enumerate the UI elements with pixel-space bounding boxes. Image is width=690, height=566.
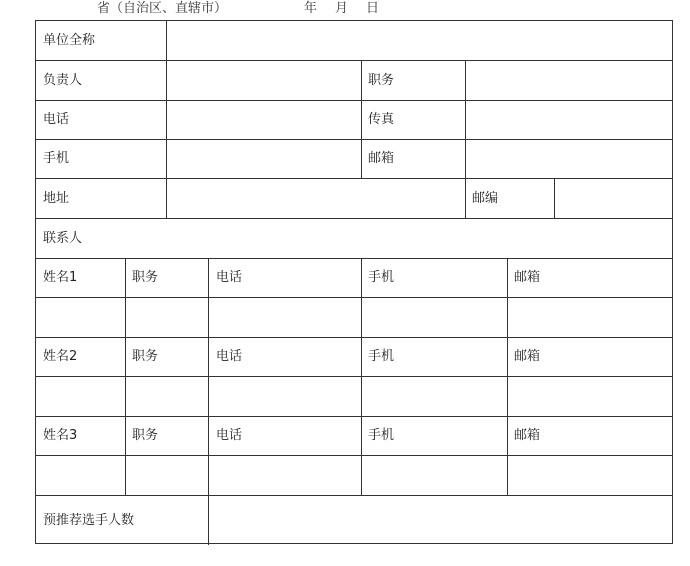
contact-mobile-field[interactable] (362, 298, 507, 337)
registration-form (35, 20, 673, 544)
contact-position-field[interactable] (126, 298, 208, 337)
year-label: 年 (304, 1, 318, 16)
phone-label: 电话 (43, 112, 70, 127)
contact-position-field[interactable] (126, 377, 208, 416)
contact-position-label: 职务 (132, 428, 159, 443)
contact-mailbox-field[interactable] (508, 456, 672, 495)
unit-name-label: 单位全称 (43, 33, 96, 48)
day-label: 日 (366, 1, 380, 16)
contact-name-field[interactable] (36, 298, 125, 337)
col-divider (465, 178, 466, 218)
contact-mailbox-label: 邮箱 (514, 349, 541, 364)
address-field[interactable] (167, 179, 465, 218)
contact-phone-field[interactable] (209, 298, 361, 337)
mobile-label: 手机 (43, 151, 70, 166)
row-divider (36, 218, 672, 219)
contact-mailbox-label: 邮箱 (514, 428, 541, 443)
position-field[interactable] (466, 61, 672, 100)
fax-field[interactable] (466, 101, 672, 139)
mobile-field[interactable] (167, 140, 361, 178)
phone-field[interactable] (167, 101, 361, 139)
contact-name-label: 姓名2 (43, 349, 78, 364)
contact-position-field[interactable] (126, 456, 208, 495)
postal-code-field[interactable] (555, 179, 672, 218)
contact-mobile-label: 手机 (368, 428, 395, 443)
position-label: 职务 (368, 73, 395, 88)
contact-name-field[interactable] (36, 377, 125, 416)
contact-mailbox-label: 邮箱 (514, 270, 541, 285)
contact-mobile-field[interactable] (362, 377, 507, 416)
contact-mobile-label: 手机 (368, 349, 395, 364)
row-divider (36, 416, 672, 417)
postal-code-label: 邮编 (472, 191, 499, 206)
person-in-charge-label: 负责人 (43, 73, 83, 88)
contact-mailbox-field[interactable] (508, 377, 672, 416)
contact-name-field[interactable] (36, 456, 125, 495)
expected-players-label: 预推荐选手人数 (43, 513, 135, 528)
contact-position-label: 职务 (132, 349, 159, 364)
contact-mobile-field[interactable] (362, 456, 507, 495)
month-label: 月 (335, 1, 349, 16)
contact-phone-label: 电话 (216, 270, 243, 285)
person-in-charge-field[interactable] (167, 61, 361, 100)
contact-position-label: 职务 (132, 270, 159, 285)
contact-mailbox-field[interactable] (508, 298, 672, 337)
col-divider (361, 60, 362, 178)
contact-mobile-label: 手机 (368, 270, 395, 285)
row-divider (36, 258, 672, 259)
row-divider (36, 337, 672, 338)
contact-phone-label: 电话 (216, 428, 243, 443)
address-label: 地址 (43, 191, 70, 206)
contacts-section-label: 联系人 (43, 231, 83, 246)
province-label: 省（自治区、直辖市） (97, 1, 228, 16)
mailbox-label: 邮箱 (368, 151, 395, 166)
unit-name-field[interactable] (167, 21, 672, 60)
form-header (0, 0, 690, 18)
contact-phone-field[interactable] (209, 377, 361, 416)
expected-players-field[interactable] (209, 496, 672, 543)
contact-phone-field[interactable] (209, 456, 361, 495)
contact-phone-label: 电话 (216, 349, 243, 364)
mailbox-field[interactable] (466, 140, 672, 178)
fax-label: 传真 (368, 112, 395, 127)
contact-name-label: 姓名3 (43, 428, 78, 443)
contact-name-label: 姓名1 (43, 270, 78, 285)
